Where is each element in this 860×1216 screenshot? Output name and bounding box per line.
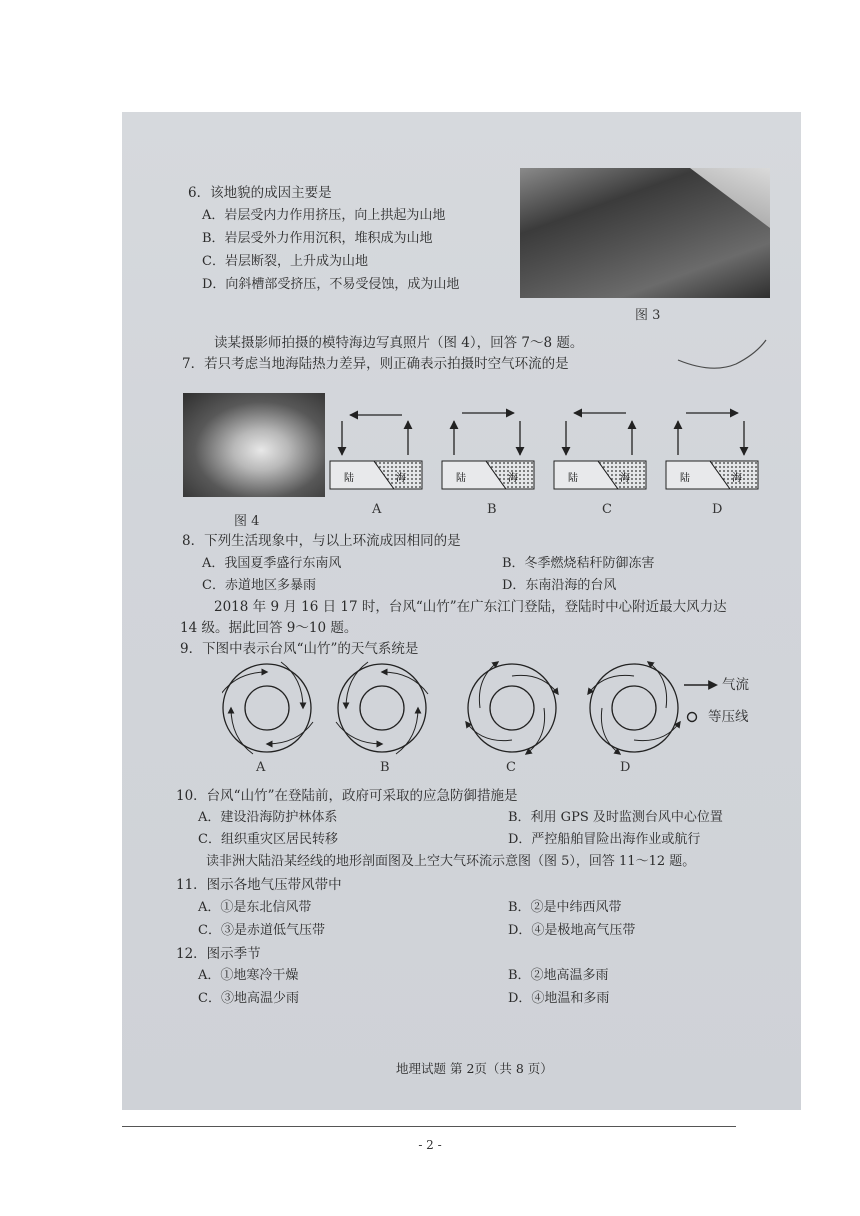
q8-option-a: A．我国夏季盛行东南风 [202,556,342,571]
pencil-scribble [672,330,772,380]
page-number: - 2 - [418,1138,442,1152]
q12-option-a: A．①地寒冷干燥 [198,968,299,983]
q8-stem: 8．下列生活现象中，与以上环流成因相同的是 [182,533,461,549]
q10-option-d: D．严控船舶冒险出海作业或航行 [508,832,701,847]
figure-4-caption: 图 4 [234,514,260,529]
cyclone-diagram-c [466,662,558,754]
diagram-c [554,413,646,489]
intro-11-12: 读非洲大陆沿某经线的地形剖面图及上空大气环流示意图（图 5），回答 11～12 题。 [206,854,696,869]
land-label-a: 陆 [344,473,354,484]
q8-option-d: D．东南沿海的台风 [502,578,617,593]
legend-isobar-icon [688,713,697,722]
q11-option-d: D．④是极地高气压带 [508,923,636,938]
figure-3-caption: 图 3 [635,308,661,323]
q10-stem: 10．台风“山竹”在登陆前，政府可采取的应急防御措施是 [176,788,518,804]
q10-option-a: A．建设沿海防护林体系 [198,810,338,825]
q9-label-c: C [506,760,516,775]
sea-label-d: 海 [732,473,742,484]
q10-option-c: C．组织重灾区居民转移 [198,832,338,847]
q7-label-d: D [712,502,723,517]
legend-flow-label: 气流 [722,677,749,693]
diagram-d [666,413,758,489]
diagram-b [442,413,534,489]
land-label-d: 陆 [680,473,690,484]
q6-option-c: C．岩层断裂，上升成为山地 [202,254,368,269]
sea-label-c: 海 [620,473,630,484]
q9-weather-system-diagrams [222,660,692,760]
intro-9-10-line1: 2018 年 9 月 16 日 17 时，台风“山竹”在广东江门登陆，登陆时中心附近最大风力达 [214,599,727,615]
figure-4-photo [183,393,325,497]
q6-option-a: A．岩层受内力作用挤压，向上拱起为山地 [202,208,446,223]
intro-9-10-line2: 14 级。据此回答 9～10 题。 [180,620,358,636]
sea-label-a: 海 [396,473,406,484]
q7-label-c: C [602,502,612,517]
land-label-c: 陆 [568,473,578,484]
cyclone-diagram-b [336,662,428,754]
q7-stem: 7．若只考虑当地海陆热力差异，则正确表示拍摄时空气环流的是 [182,356,569,372]
q9-label-d: D [620,760,631,775]
q11-option-b: B．②是中纬西风带 [508,900,622,915]
q6-option-b: B．岩层受外力作用沉积，堆积成为山地 [202,231,433,246]
figure-3-photo [520,168,770,298]
q7-label-a: A [372,502,382,517]
diagram-a [330,415,422,489]
scan-page-footer: 地理试题 第 2页（共 8 页） [396,1061,553,1076]
q7-circulation-diagrams [322,397,782,517]
intro-7-8: 读某摄影师拍摄的模特海边写真照片（图 4），回答 7～8 题。 [214,335,584,351]
scanned-exam-page [122,112,801,1110]
q11-option-c: C．③是赤道低气压带 [198,923,325,938]
q9-label-a: A [256,760,266,775]
cyclone-diagram-d [588,662,680,754]
q11-option-a: A．①是东北信风带 [198,900,312,915]
q6-option-d: D．向斜槽部受挤压，不易受侵蚀，成为山地 [202,277,460,292]
q6-stem: 6．该地貌的成因主要是 [188,185,332,201]
q11-stem: 11．图示各地气压带风带中 [176,877,342,893]
q12-option-d: D．④地温和多雨 [508,991,610,1006]
q12-option-c: C．③地高温少雨 [198,991,299,1006]
cyclone-diagram-a [222,662,313,754]
q8-option-b: B．冬季燃烧秸秆防御冻害 [502,556,655,571]
q8-option-c: C．赤道地区多暴雨 [202,578,316,593]
q12-stem: 12．图示季节 [176,946,261,962]
footer-divider [122,1126,736,1127]
q9-stem: 9．下图中表示台风“山竹”的天气系统是 [180,641,419,657]
q7-label-b: B [487,502,497,517]
q10-option-b: B．利用 GPS 及时监测台风中心位置 [508,810,723,825]
q12-option-b: B．②地高温多雨 [508,968,609,983]
legend-isobar-label: 等压线 [708,709,749,725]
q9-label-b: B [380,760,390,775]
land-label-b: 陆 [456,473,466,484]
sea-label-b: 海 [508,473,518,484]
